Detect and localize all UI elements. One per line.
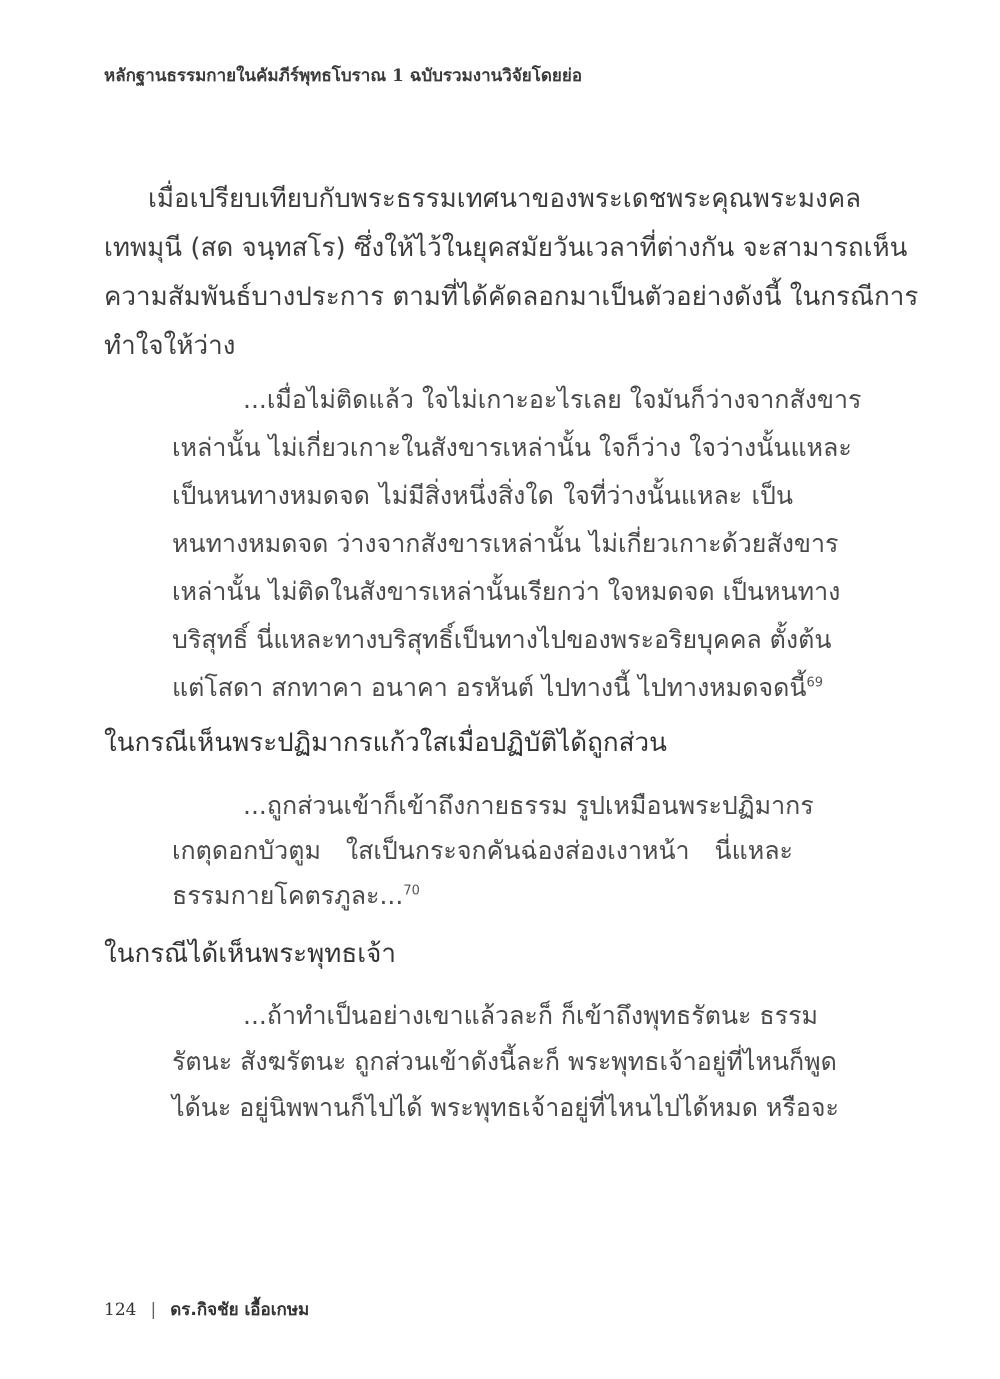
section-heading: ในกรณีได้เห็นพระพุทธเจ้า bbox=[104, 939, 396, 969]
paragraph-line: เมื่อเปรียบเทียบกับพระธรรมเทศนาของพระเดชพระคุณพระมงคล bbox=[148, 184, 862, 214]
quote-line bbox=[172, 876, 420, 916]
quote-line: ...ถ้าทำเป็นอย่างเขาแล้วละก็ ก็เข้าถึงพุทธรัตนะ ธรรม bbox=[243, 1001, 819, 1030]
page-number: 124 bbox=[104, 1300, 137, 1320]
page-footer bbox=[104, 1296, 309, 1323]
quote-line: เกตุดอกบัวตูม ใสเป็นกระจกคันฉ่องส่องเงาหน้า นี่แหละ bbox=[172, 836, 793, 865]
quote-line: ...ถูกส่วนเข้าก็เข้าถึงกายธรรม รูปเหมือนพระปฏิมากร bbox=[243, 791, 814, 820]
quote-line-text: ธรรมกายโคตรภูละ... bbox=[172, 881, 404, 910]
quote-line: เหล่านั้น ไม่เกี่ยวเกาะในสังขารเหล่านั้น ใจก็ว่าง ใจว่างนั้นแหละ bbox=[172, 433, 852, 462]
author-name: ดร.กิจชัย เอื้อเกษม bbox=[170, 1300, 310, 1320]
paragraph-line: ทำใจให้ว่าง bbox=[104, 331, 236, 361]
quote-line: เหล่านั้น ไม่ติดในสังขารเหล่านั้นเรียกว่า ใจหมดจด เป็นหนทาง bbox=[172, 577, 841, 606]
quote-line: หนทางหมดจด ว่างจากสังขารเหล่านั้น ไม่เกี่ยวเกาะด้วยสังขาร bbox=[172, 529, 839, 558]
quote-line: รัตนะ สังฆรัตนะ ถูกส่วนเข้าดังนี้ละก็ พระพุทธเจ้าอยู่ที่ไหนก็พูด bbox=[172, 1047, 837, 1076]
paragraph-line: เทพมุนี (สด จนฺทสโร) ซึ่งให้ไว้ในยุคสมัยวันเวลาที่ต่างกัน จะสามารถเห็น bbox=[104, 233, 908, 263]
quote-line: บริสุทธิ์ นี่แหละทางบริสุทธิ์เป็นทางไปของพระอริยบุคคล ตั้งต้น bbox=[172, 625, 832, 654]
paragraph-line: ความสัมพันธ์บางประการ ตามที่ได้คัดลอกมาเป็นตัวอย่างดังนี้ ในกรณีการ bbox=[104, 282, 919, 312]
quote-line: ได้นะ อยู่นิพพานก็ไปได้ พระพุทธเจ้าอยู่ที่ไหนไปได้หมด หรือจะ bbox=[172, 1093, 839, 1122]
section-heading: ในกรณีเห็นพระปฏิมากรแก้วใสเมื่อปฏิบัติได้ถูกส่วน bbox=[104, 728, 667, 758]
running-header: หลักฐานธรรมกายในคัมภีร์พุทธโบราณ 1 ฉบับรวมงานวิจัยโดยย่อ bbox=[104, 66, 583, 86]
quote-line: ...เมื่อไม่ติดแล้ว ใจไม่เกาะอะไรเลย ใจมันก็ว่างจากสังขาร bbox=[243, 385, 862, 414]
footnote-marker: 69 bbox=[806, 675, 824, 691]
quote-line bbox=[172, 668, 823, 708]
quote-line: เป็นหนทางหมดจด ไม่มีสิ่งหนึ่งสิ่งใด ใจที่ว่างนั้นแหละ เป็น bbox=[172, 481, 793, 510]
quote-line-text: แต่โสดา สกทาคา อนาคา อรหันต์ ไปทางนี้ ไปทางหมดจดนี้ bbox=[172, 673, 807, 702]
footnote-marker: 70 bbox=[403, 883, 420, 899]
footer-separator: | bbox=[150, 1300, 157, 1320]
